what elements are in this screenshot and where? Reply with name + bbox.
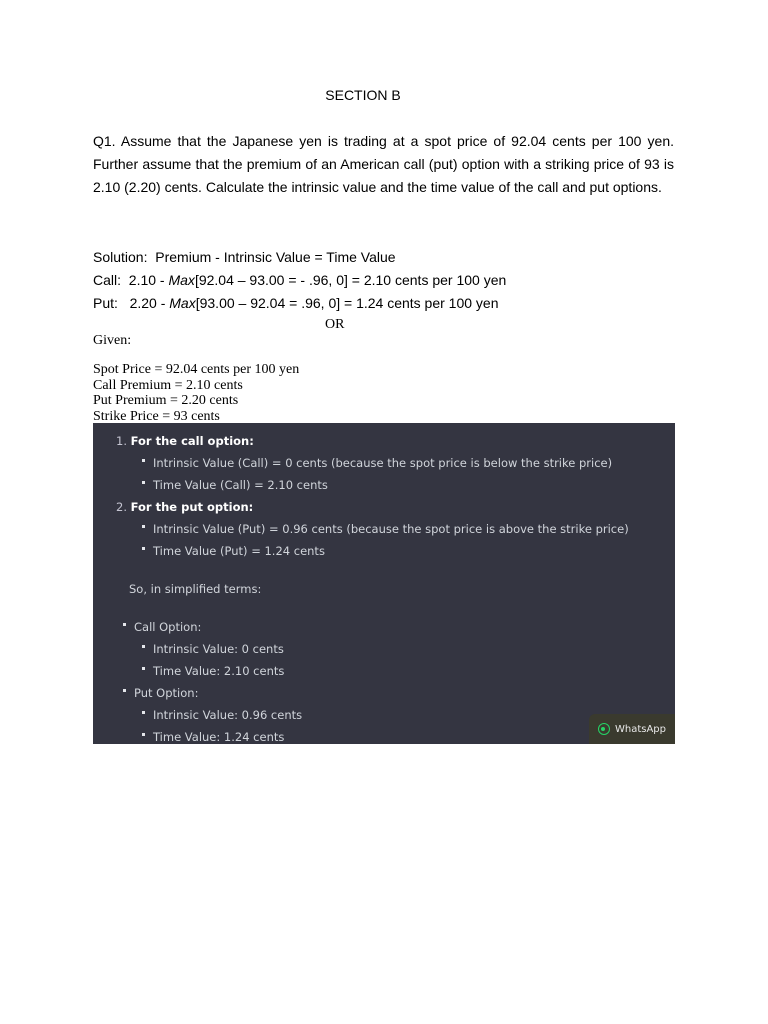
given-list [93, 362, 299, 424]
list-item [142, 730, 284, 744]
bullet-icon [142, 667, 145, 670]
put-heading: For the put option: [130, 500, 254, 514]
list-item [142, 544, 325, 558]
bullet-icon [142, 711, 145, 714]
put-heading-line [116, 500, 253, 514]
list-item [142, 522, 629, 536]
bullet-icon [142, 481, 145, 484]
call-max: Max [168, 272, 195, 288]
call-intrinsic: Intrinsic Value (Call) = 0 cents (because the spot price is below the strike price) [153, 456, 613, 470]
chat-screenshot [93, 423, 675, 744]
solution-block [93, 246, 506, 315]
call-heading-line [116, 434, 254, 448]
given-item: Put Premium = 2.20 cents [93, 393, 239, 408]
put-time: Time Value (Put) = 1.24 cents [153, 544, 325, 558]
put-prefix: Put: 2.20 - [93, 295, 170, 311]
list-number: 2. [116, 500, 127, 514]
whatsapp-label: WhatsApp [614, 723, 667, 735]
put-opt-intrinsic: Intrinsic Value: 0.96 cents [153, 708, 303, 722]
bullet-icon [142, 645, 145, 648]
whatsapp-button[interactable] [589, 714, 675, 744]
question-text: Q1. Assume that the Japanese yen is trading at a spot price of 92.04 cents per 100 yen. Further assume that the premium of an American call (put) option with a striking price of 93 is 2.10 (2.20) cents. Calculate the intrinsic value and the time value of the call and put options. [93, 133, 674, 195]
call-opt-intrinsic: Intrinsic Value: 0 cents [153, 642, 284, 656]
put-rest: [93.00 – 92.04 = .96, 0] = 1.24 cents per 100 yen [195, 295, 499, 311]
call-option-label: Call Option: [134, 620, 202, 634]
bullet-icon [142, 459, 145, 462]
or-text: OR [325, 317, 345, 332]
put-option-label: Put Option: [134, 686, 199, 700]
simplified-text: So, in simplified terms: [129, 582, 262, 596]
bullet-icon [142, 733, 145, 736]
put-intrinsic: Intrinsic Value (Put) = 0.96 cents (because the spot price is above the strike price) [153, 522, 629, 536]
given-heading: Given: [93, 333, 132, 348]
call-opt-time: Time Value: 2.10 cents [153, 664, 285, 678]
put-opt-time: Time Value: 1.24 cents [153, 730, 285, 744]
list-item [142, 456, 612, 470]
list-item [142, 478, 328, 492]
list-number: 1. [116, 434, 127, 448]
section-title: SECTION B [325, 87, 401, 103]
call-time: Time Value (Call) = 2.10 cents [153, 478, 328, 492]
given-item: Spot Price = 92.04 cents per 100 yen [93, 362, 300, 377]
list-item [142, 708, 302, 722]
call-heading: For the call option: [130, 434, 254, 448]
given-item: Call Premium = 2.10 cents [93, 377, 243, 393]
put-max: Max [169, 295, 196, 311]
bullet-icon [142, 547, 145, 550]
bullet-icon [123, 689, 126, 692]
list-item [123, 686, 198, 700]
list-item [142, 664, 284, 678]
call-rest: [92.04 – 93.00 = - .96, 0] = 2.10 cents per 100 yen [194, 272, 507, 288]
call-prefix: Call: 2.10 - [93, 272, 169, 288]
bullet-icon [142, 525, 145, 528]
whatsapp-icon [598, 723, 610, 735]
list-item [142, 642, 284, 656]
list-item [123, 620, 201, 634]
bullet-icon [123, 623, 126, 626]
given-item: Strike Price = 93 cents [93, 408, 220, 424]
solution-heading: Solution: Premium - Intrinsic Value = Time Value [93, 249, 396, 265]
